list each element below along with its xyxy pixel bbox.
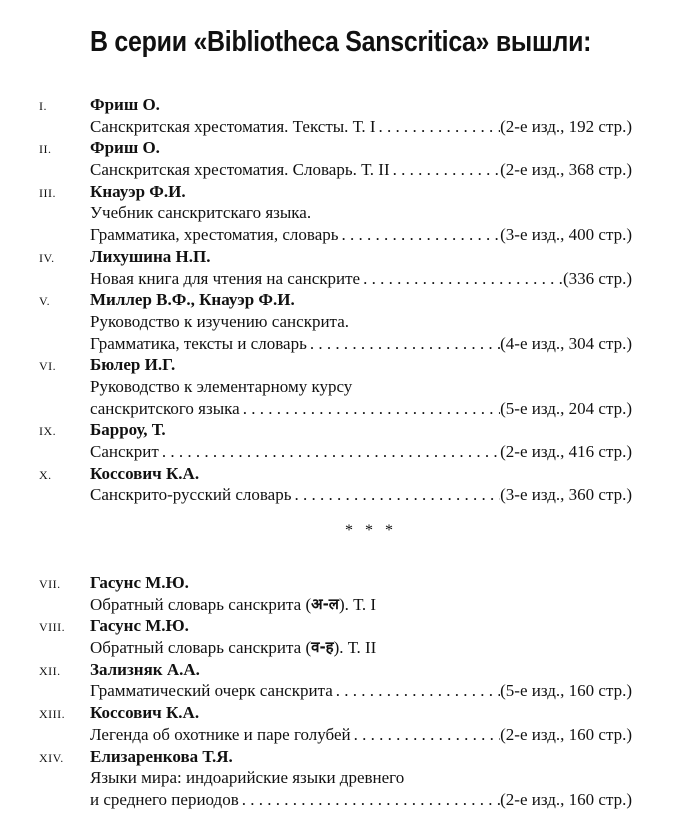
book-author: Гасунс М.Ю. (90, 616, 189, 636)
edition-info: (5-е изд., 204 стр.) (500, 398, 632, 418)
book-title-line (90, 441, 632, 463)
book-title: Учебник санскритскаго языка. (90, 203, 312, 223)
edition-info: (2-е изд., 368 стр.) (500, 160, 632, 180)
author-line (90, 246, 632, 268)
volume-numeral: XII. (39, 663, 61, 678)
book-title-line (90, 398, 632, 420)
book-author: Миллер В.Ф., Кнауэр Ф.И. (90, 290, 295, 310)
book-title: Языки мира: индоарийские языки древнего (90, 768, 405, 788)
book-entry (0, 463, 682, 506)
volume-numeral: VI. (39, 359, 57, 374)
dot-leader (240, 398, 500, 420)
dot-leader (390, 159, 501, 181)
book-author: Елизаренкова Т.Я. (90, 746, 233, 766)
author-line (90, 354, 632, 376)
volume-numeral: III. (39, 185, 56, 200)
dot-leader (239, 789, 500, 811)
dot-leader (159, 441, 500, 463)
volume-numeral: XIII. (39, 707, 66, 722)
book-author: Коссович К.А. (90, 703, 200, 723)
book-title-line (90, 376, 632, 398)
book-title: Легенда об охотнике и паре голубей (90, 724, 351, 744)
book-author: Барроу, Т. (90, 420, 166, 440)
book-title: Грамматический очерк санскрита (90, 681, 333, 701)
book-entry (0, 94, 682, 137)
book-title-line (90, 159, 632, 181)
book-entry (0, 419, 682, 462)
devanagari-range: व-ह (311, 638, 334, 657)
book-title-line (90, 333, 632, 355)
book-author: Зализняк А.А. (90, 659, 200, 679)
book-title-line (90, 680, 632, 702)
book-entry (0, 615, 682, 658)
book-author: Кнауэр Ф.И. (90, 181, 186, 201)
dot-leader (339, 224, 501, 246)
book-title: Санскрит (90, 442, 159, 461)
volume-numeral: IV. (39, 250, 55, 265)
volume-numeral: II. (39, 142, 52, 157)
volume-numeral: VIII. (39, 620, 66, 635)
book-title-line (90, 484, 632, 506)
book-entry (0, 181, 682, 246)
volume-numeral: IX. (39, 424, 57, 439)
volume-numeral: V. (39, 294, 51, 309)
book-title: Обратный словарь санскрита ( (90, 594, 312, 614)
book-title-suffix: ). Т. II (333, 638, 377, 658)
book-author: Коссович К.А. (90, 463, 200, 483)
book-title-line (90, 637, 632, 659)
book-entry (0, 289, 682, 354)
author-line (90, 746, 632, 768)
edition-info: (2-е изд., 160 стр.) (500, 724, 632, 744)
book-title: Грамматика, хрестоматия, словарь (90, 225, 339, 245)
edition-info: (336 стр.) (562, 268, 632, 288)
book-title: и среднего периодов (90, 789, 239, 809)
edition-info: (2-е изд., 416 стр.) (500, 442, 632, 461)
volume-numeral: I. (39, 99, 47, 113)
book-title-line (90, 767, 632, 789)
section-separator: * * * (345, 522, 397, 539)
book-list-additional (0, 572, 682, 811)
volume-numeral: X. (39, 467, 52, 482)
author-line (90, 419, 632, 441)
book-title: Новая книга для чтения на санскрите (90, 268, 361, 288)
devanagari-range: अ-ल (311, 594, 339, 613)
edition-info: (3-е изд., 400 стр.) (500, 225, 632, 245)
book-entry (0, 137, 682, 180)
book-entry (0, 659, 682, 702)
author-line (90, 572, 632, 594)
edition-info: (5-е изд., 160 стр.) (500, 681, 632, 701)
dot-leader (333, 680, 500, 702)
book-title: Грамматика, тексты и словарь (90, 333, 307, 353)
dot-leader (376, 116, 501, 138)
book-title-line (90, 311, 632, 333)
volume-numeral: VII. (39, 577, 61, 591)
book-title-line (90, 202, 632, 224)
edition-info: (4-е изд., 304 стр.) (500, 333, 632, 353)
book-entry (0, 572, 682, 615)
book-author: Бюлер И.Г. (90, 355, 176, 375)
book-title-line (90, 594, 632, 616)
book-entry (0, 746, 682, 811)
author-line (90, 702, 632, 724)
book-title: санскритского языка (90, 398, 240, 418)
edition-info: (2-е изд., 160 стр.) (500, 789, 632, 809)
book-author: Гасунс М.Ю. (90, 573, 189, 592)
book-entry (0, 354, 682, 419)
book-title-line (90, 224, 632, 246)
book-title-line (90, 116, 632, 138)
dot-leader (307, 333, 500, 355)
author-line (90, 659, 632, 681)
author-line (90, 137, 632, 159)
book-title: Санскритская хрестоматия. Тексты. Т. I (90, 116, 376, 136)
book-title-line (90, 724, 632, 746)
book-title: Руководство к изучению санскрита. (90, 311, 349, 331)
book-author: Фриш О. (90, 138, 160, 158)
book-title: Санскрито-русский словарь (90, 485, 292, 505)
book-author: Фриш О. (90, 95, 160, 114)
volume-numeral: XIV. (39, 750, 64, 765)
book-title: Руководство к элементарному курсу (90, 376, 353, 396)
dot-leader (360, 268, 563, 290)
book-title-line (90, 268, 632, 290)
book-author: Лихушина Н.П. (90, 246, 211, 266)
book-title-suffix: ). Т. I (338, 594, 376, 614)
book-title: Санскритская хрестоматия. Словарь. Т. II (90, 160, 390, 180)
author-line (90, 94, 632, 116)
author-line (90, 615, 632, 637)
author-line (90, 181, 632, 203)
page-title: В серии «Bibliotheca Sanscritica» вышли: (90, 26, 592, 58)
edition-info: (2-е изд., 192 стр.) (500, 116, 632, 136)
book-list-main (0, 94, 682, 506)
dot-leader (351, 724, 501, 746)
edition-info: (3-е изд., 360 стр.) (500, 485, 632, 505)
book-title-line (90, 789, 632, 811)
book-entry (0, 702, 682, 745)
author-line (90, 289, 632, 311)
dot-leader (291, 484, 500, 506)
author-line (90, 463, 632, 485)
book-entry (0, 246, 682, 289)
book-title: Обратный словарь санскрита ( (90, 638, 312, 658)
